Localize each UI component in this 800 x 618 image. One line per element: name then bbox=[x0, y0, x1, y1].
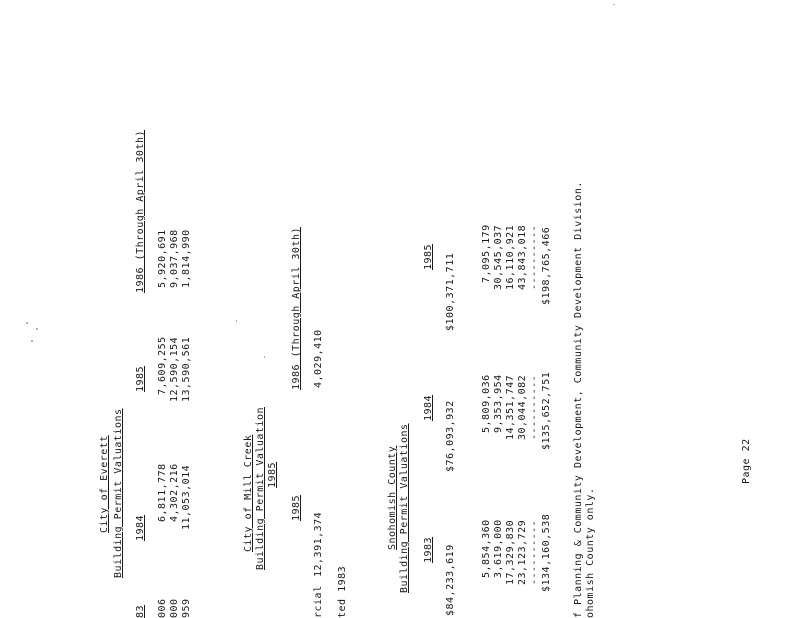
everett-title: City of Everett bbox=[99, 435, 110, 533]
everett-row-2-col-1984: 4,302,216 bbox=[169, 463, 180, 522]
snohomish-top-1985: $100,371,711 bbox=[445, 252, 456, 331]
everett-row-1-col-1984: 6,811,778 bbox=[157, 463, 168, 522]
millcreek-row-1985: 12,391,374 bbox=[313, 511, 324, 577]
snohomish-row-4-1984: 30,044,082 bbox=[517, 374, 528, 440]
everett-row-2-col-83: 000 bbox=[169, 598, 180, 618]
millcreek-header-1986: 1986 (Through April 30th) bbox=[291, 226, 302, 390]
millcreek-subtitle-year: 1985 bbox=[267, 461, 278, 488]
snohomish-row-2-1984: 9,353,954 bbox=[493, 374, 504, 433]
millcreek-row-1986: 4,029,410 bbox=[313, 329, 324, 388]
snohomish-row-1-1984: 5,809,036 bbox=[481, 374, 492, 433]
scan-speck bbox=[26, 322, 28, 324]
snohomish-bottom-1984: $135,652,751 bbox=[541, 371, 552, 450]
everett-header-1984: 1984 bbox=[135, 514, 146, 541]
snohomish-dashes-1984: ---------- bbox=[529, 374, 540, 440]
everett-row-1-col-83: 006 bbox=[157, 598, 168, 618]
millcreek-row-label: rcial bbox=[313, 585, 324, 618]
everett-row-3-col-1986: 1,814,990 bbox=[181, 229, 192, 288]
snohomish-dashes-1983: ---------- bbox=[529, 519, 540, 585]
snohomish-row-2-1985: 30,545,037 bbox=[493, 224, 504, 290]
everett-row-3-col-83: 959 bbox=[181, 598, 192, 618]
millcreek-subtitle: Building Permit Valuation bbox=[255, 406, 266, 570]
snohomish-row-3-1985: 16,110,921 bbox=[505, 224, 516, 290]
everett-row-1-col-1986: 5,920,691 bbox=[157, 229, 168, 288]
snohomish-header-1984: 1984 bbox=[423, 394, 434, 421]
everett-row-3-col-1985: 13,590,561 bbox=[181, 336, 192, 402]
everett-subtitle: Building Permit Valuations bbox=[113, 408, 124, 578]
everett-row-2-col-1986: 9,037,968 bbox=[169, 229, 180, 288]
scan-speck bbox=[613, 4, 615, 5]
millcreek-title: City of Mill Creek bbox=[243, 434, 254, 552]
snohomish-header-1985: 1985 bbox=[423, 243, 434, 270]
everett-row-3-col-1984: 11,053,014 bbox=[181, 464, 192, 530]
snohomish-row-4-1985: 43,843,018 bbox=[517, 224, 528, 290]
snohomish-row-2-1983: 3,619,000 bbox=[493, 519, 504, 578]
snohomish-header-1983: 1983 bbox=[423, 536, 434, 563]
everett-header-1986: 1986 (Through April 30th) bbox=[135, 129, 146, 293]
millcreek-note: ted 1983 bbox=[337, 565, 348, 618]
millcreek-header-1985: 1985 bbox=[291, 494, 302, 521]
everett-row-1-col-1985: 7,609,255 bbox=[157, 336, 168, 395]
snohomish-row-1-1985: 7,095,179 bbox=[481, 224, 492, 283]
scan-speck bbox=[36, 328, 38, 330]
everett-row-2-col-1985: 12,590,154 bbox=[169, 336, 180, 402]
snohomish-top-1984: $76,093,932 bbox=[445, 400, 456, 472]
scan-speck bbox=[31, 340, 33, 342]
snohomish-bottom-1983: $134,160,538 bbox=[541, 513, 552, 592]
snohomish-bottom-1985: $198,765,466 bbox=[541, 226, 552, 305]
snohomish-title: Snohomish County bbox=[387, 445, 398, 550]
footnote-line-2: ohomish County only. bbox=[585, 487, 596, 618]
page-number: Page 22 bbox=[741, 438, 752, 484]
footnote-line-1: f Planning & Community Development, Community Development Division. bbox=[573, 181, 584, 618]
snohomish-row-4-1983: 23,123,729 bbox=[517, 519, 528, 585]
snohomish-top-1983: $84,233,619 bbox=[445, 544, 456, 616]
everett-header-83: 83 bbox=[135, 604, 146, 618]
snohomish-row-3-1983: 17,329,830 bbox=[505, 519, 516, 585]
snohomish-dashes-1985: ---------- bbox=[529, 224, 540, 290]
scan-speck bbox=[236, 320, 237, 322]
everett-header-1985: 1985 bbox=[135, 365, 146, 392]
snohomish-row-1-1983: 5,854,360 bbox=[481, 519, 492, 578]
snohomish-row-3-1984: 14,351,747 bbox=[505, 374, 516, 440]
snohomish-subtitle: Building Permit Valuations bbox=[399, 423, 410, 593]
scan-speck bbox=[264, 356, 265, 358]
